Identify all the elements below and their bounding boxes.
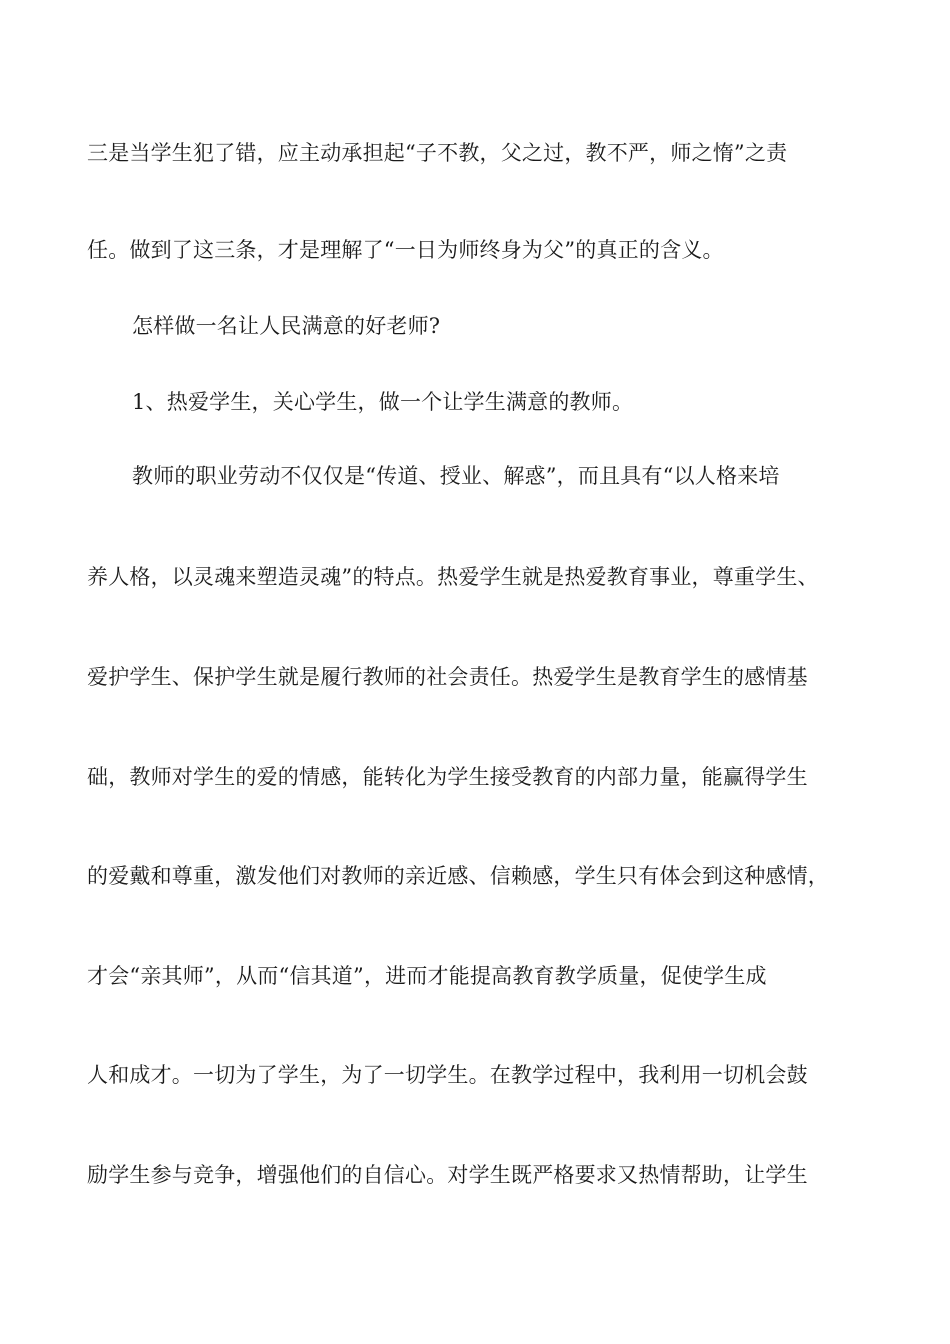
text-line: 的爱戴和尊重，激发他们对教师的亲近感、信赖感，学生只有体会到这种感情， [87,864,829,888]
text-line: 三是当学生犯了错，应主动承担起“子不教，父之过，教不严，师之惰”之责 [87,141,788,165]
text-line: 任。做到了这三条，才是理解了“一日为师终身为父”的真正的含义。 [87,238,724,262]
text-line: 人和成才。一切为了学生，为了一切学生。在教学过程中，我利用一切机会鼓 [87,1063,808,1087]
text-line: 才会“亲其师”，从而“信其道”，进而才能提高教育教学质量，促使学生成 [87,964,767,988]
subheading: 1、热爱学生，关心学生，做一个让学生满意的教师。 [132,390,634,414]
text-line: 爱护学生、保护学生就是履行教师的社会责任。热爱学生是教育学生的感情基 [87,665,808,689]
section-heading: 怎样做一名让人民满意的好老师? [132,314,441,338]
text-line: 励学生参与竞争，增强他们的自信心。对学生既严格要求又热情帮助，让学生 [87,1163,808,1187]
text-line: 础，教师对学生的爱的情感，能转化为学生接受教育的内部力量，能赢得学生 [87,765,808,789]
text-line: 教师的职业劳动不仅仅是“传道、授业、解惑”，而且具有“以人格来培 [132,464,780,488]
text-line: 养人格，以灵魂来塑造灵魂”的特点。热爱学生就是热爱教育事业，尊重学生、 [87,565,819,589]
